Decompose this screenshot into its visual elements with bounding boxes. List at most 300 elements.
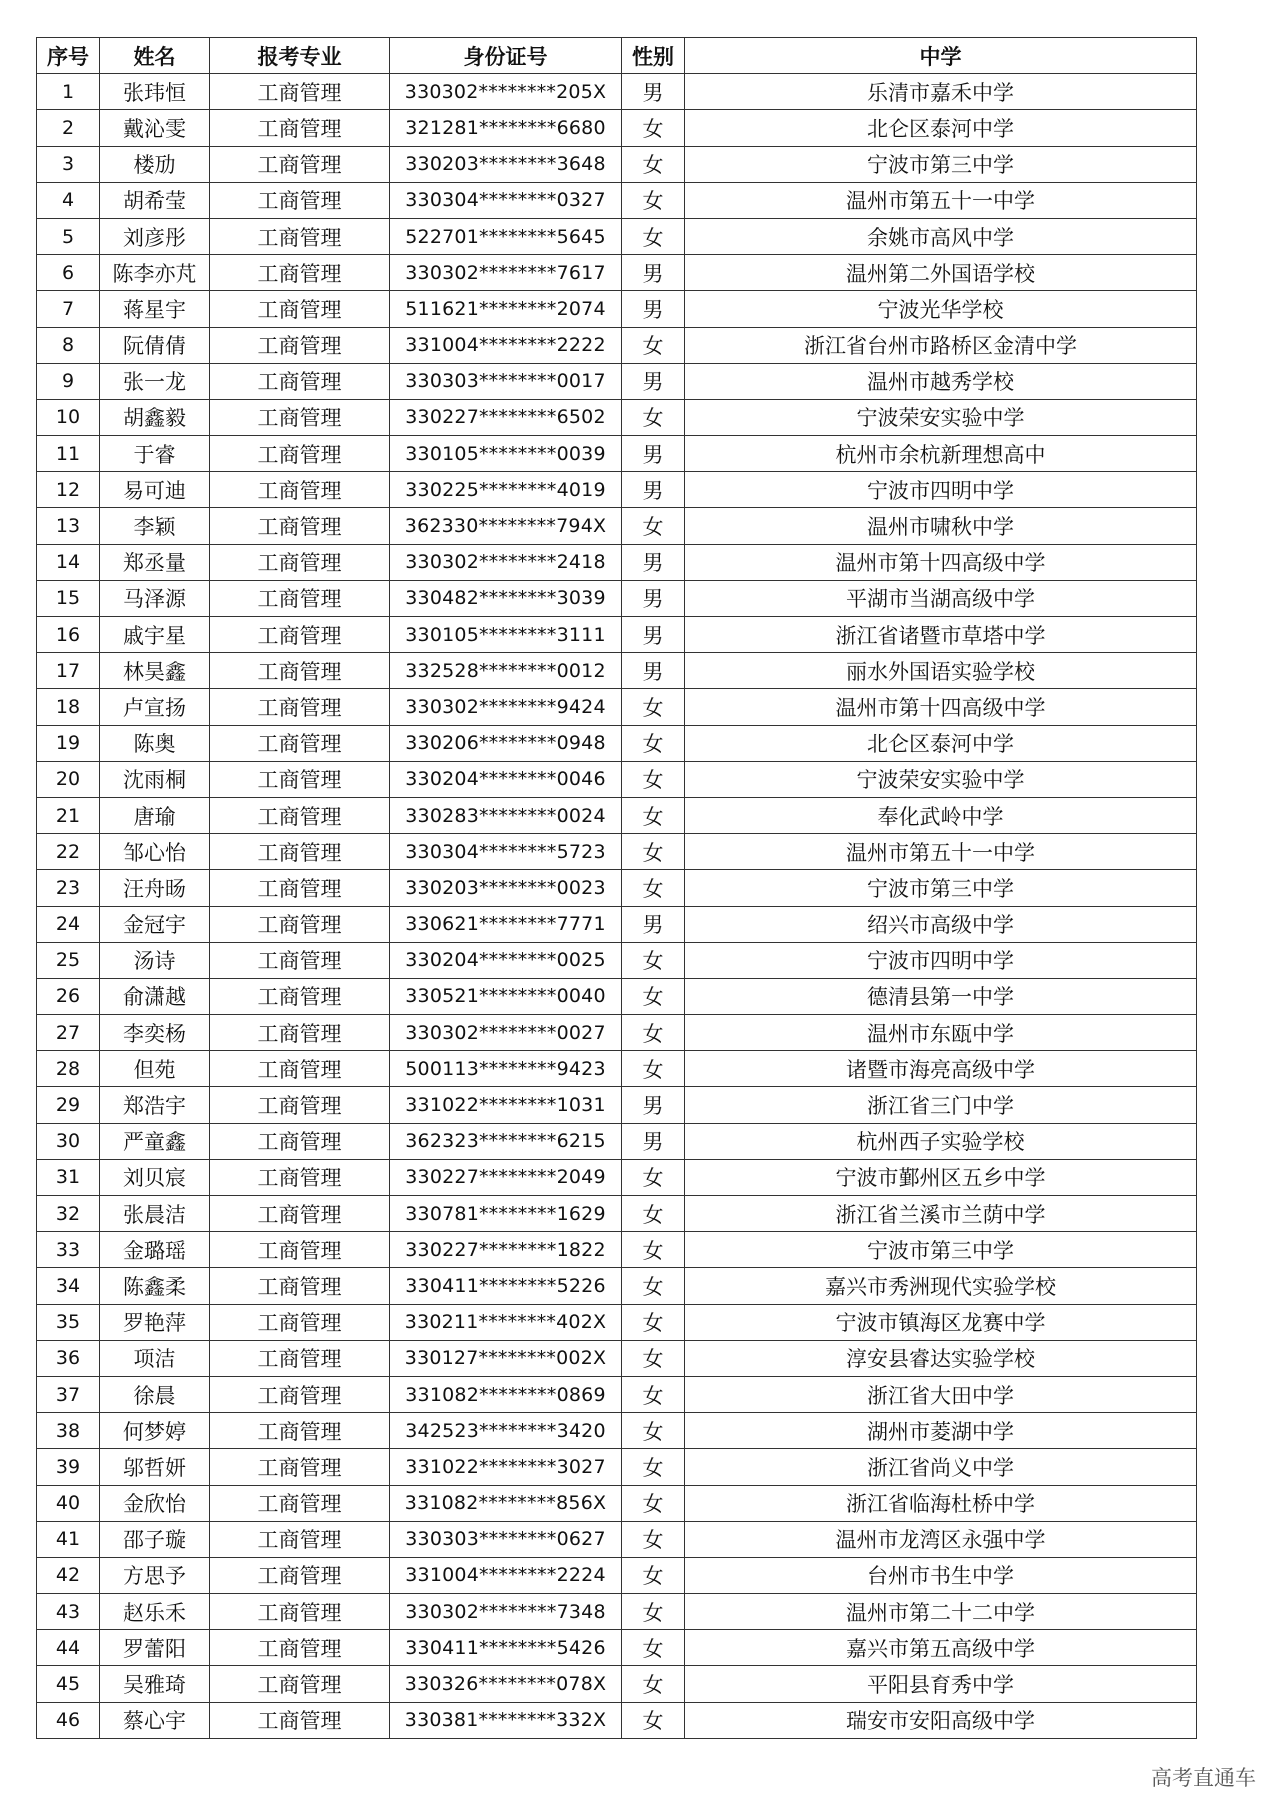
table-row bbox=[37, 1557, 1197, 1593]
cell-name: 徐晨 bbox=[100, 1376, 210, 1412]
cell-school: 温州市第五十一中学 bbox=[685, 182, 1197, 218]
cell-school: 浙江省临海杜桥中学 bbox=[685, 1485, 1197, 1521]
cell-gender: 男 bbox=[622, 363, 685, 399]
table-row bbox=[37, 436, 1197, 472]
cell-name: 吴雅琦 bbox=[100, 1666, 210, 1702]
cell-id-number: 330304********0327 bbox=[390, 182, 622, 218]
cell-school: 嘉兴市第五高级中学 bbox=[685, 1630, 1197, 1666]
cell-major: 工商管理 bbox=[210, 1015, 390, 1051]
cell-index: 32 bbox=[37, 1196, 100, 1232]
cell-gender: 女 bbox=[622, 182, 685, 218]
table-row bbox=[37, 1051, 1197, 1087]
cell-index: 4 bbox=[37, 182, 100, 218]
cell-major: 工商管理 bbox=[210, 1051, 390, 1087]
cell-index: 34 bbox=[37, 1268, 100, 1304]
cell-id-number: 330203********0023 bbox=[390, 870, 622, 906]
cell-name: 戚宇星 bbox=[100, 617, 210, 653]
cell-name: 楼劢 bbox=[100, 146, 210, 182]
cell-school: 宁波市第三中学 bbox=[685, 146, 1197, 182]
cell-name: 阮倩倩 bbox=[100, 327, 210, 363]
cell-major: 工商管理 bbox=[210, 1159, 390, 1195]
cell-index: 16 bbox=[37, 617, 100, 653]
cell-gender: 女 bbox=[622, 399, 685, 435]
cell-id-number: 330411********5426 bbox=[390, 1630, 622, 1666]
cell-school: 宁波荣安实验中学 bbox=[685, 399, 1197, 435]
cell-major: 工商管理 bbox=[210, 399, 390, 435]
cell-name: 何梦婷 bbox=[100, 1413, 210, 1449]
cell-school: 杭州西子实验学校 bbox=[685, 1123, 1197, 1159]
cell-major: 工商管理 bbox=[210, 761, 390, 797]
cell-index: 22 bbox=[37, 834, 100, 870]
cell-index: 39 bbox=[37, 1449, 100, 1485]
cell-id-number: 330303********0017 bbox=[390, 363, 622, 399]
table-row bbox=[37, 942, 1197, 978]
table-row bbox=[37, 617, 1197, 653]
cell-school: 德清县第一中学 bbox=[685, 978, 1197, 1014]
table-row bbox=[37, 1340, 1197, 1376]
table-row bbox=[37, 472, 1197, 508]
cell-gender: 男 bbox=[622, 255, 685, 291]
cell-major: 工商管理 bbox=[210, 1304, 390, 1340]
student-table bbox=[36, 37, 1197, 1739]
cell-id-number: 330302********2418 bbox=[390, 544, 622, 580]
table-row bbox=[37, 363, 1197, 399]
cell-index: 24 bbox=[37, 906, 100, 942]
cell-name: 罗蕾阳 bbox=[100, 1630, 210, 1666]
student-list-sheet bbox=[36, 37, 1197, 1739]
cell-gender: 女 bbox=[622, 1449, 685, 1485]
cell-id-number: 522701********5645 bbox=[390, 218, 622, 254]
cell-gender: 女 bbox=[622, 1015, 685, 1051]
cell-school: 平湖市当湖高级中学 bbox=[685, 580, 1197, 616]
cell-index: 43 bbox=[37, 1594, 100, 1630]
cell-major: 工商管理 bbox=[210, 218, 390, 254]
cell-index: 35 bbox=[37, 1304, 100, 1340]
cell-name: 易可迪 bbox=[100, 472, 210, 508]
table-row bbox=[37, 508, 1197, 544]
cell-index: 23 bbox=[37, 870, 100, 906]
cell-gender: 女 bbox=[622, 978, 685, 1014]
cell-school: 宁波市四明中学 bbox=[685, 472, 1197, 508]
cell-name: 卢宣扬 bbox=[100, 689, 210, 725]
cell-id-number: 330521********0040 bbox=[390, 978, 622, 1014]
cell-major: 工商管理 bbox=[210, 834, 390, 870]
cell-name: 金璐瑶 bbox=[100, 1232, 210, 1268]
cell-id-number: 330302********0027 bbox=[390, 1015, 622, 1051]
table-row bbox=[37, 1630, 1197, 1666]
cell-gender: 女 bbox=[622, 870, 685, 906]
cell-school: 北仑区泰河中学 bbox=[685, 110, 1197, 146]
cell-id-number: 330326********078X bbox=[390, 1666, 622, 1702]
watermark-text: 高考直通车 bbox=[1151, 1766, 1256, 1790]
cell-name: 赵乐禾 bbox=[100, 1594, 210, 1630]
cell-gender: 男 bbox=[622, 436, 685, 472]
table-row bbox=[37, 1232, 1197, 1268]
cell-school: 绍兴市高级中学 bbox=[685, 906, 1197, 942]
cell-id-number: 330203********3648 bbox=[390, 146, 622, 182]
cell-major: 工商管理 bbox=[210, 1557, 390, 1593]
table-body bbox=[37, 74, 1197, 1739]
table-row bbox=[37, 1485, 1197, 1521]
cell-index: 2 bbox=[37, 110, 100, 146]
cell-index: 1 bbox=[37, 74, 100, 110]
table-row bbox=[37, 146, 1197, 182]
cell-id-number: 511621********2074 bbox=[390, 291, 622, 327]
cell-school: 淳安县睿达实验学校 bbox=[685, 1340, 1197, 1376]
cell-major: 工商管理 bbox=[210, 1521, 390, 1557]
cell-major: 工商管理 bbox=[210, 327, 390, 363]
cell-school: 浙江省大田中学 bbox=[685, 1376, 1197, 1412]
cell-gender: 女 bbox=[622, 1051, 685, 1087]
cell-school: 宁波光华学校 bbox=[685, 291, 1197, 327]
cell-name: 唐瑜 bbox=[100, 797, 210, 833]
cell-index: 17 bbox=[37, 653, 100, 689]
cell-id-number: 330304********5723 bbox=[390, 834, 622, 870]
cell-major: 工商管理 bbox=[210, 110, 390, 146]
cell-school: 宁波市四明中学 bbox=[685, 942, 1197, 978]
cell-index: 14 bbox=[37, 544, 100, 580]
cell-name: 郑浩宇 bbox=[100, 1087, 210, 1123]
cell-gender: 女 bbox=[622, 1159, 685, 1195]
table-row bbox=[37, 74, 1197, 110]
cell-gender: 女 bbox=[622, 1521, 685, 1557]
cell-id-number: 330204********0025 bbox=[390, 942, 622, 978]
cell-gender: 女 bbox=[622, 146, 685, 182]
cell-major: 工商管理 bbox=[210, 436, 390, 472]
table-row bbox=[37, 906, 1197, 942]
cell-name: 金冠宇 bbox=[100, 906, 210, 942]
cell-index: 19 bbox=[37, 725, 100, 761]
table-row bbox=[37, 255, 1197, 291]
cell-gender: 男 bbox=[622, 617, 685, 653]
table-row bbox=[37, 1196, 1197, 1232]
cell-index: 27 bbox=[37, 1015, 100, 1051]
cell-school: 余姚市高风中学 bbox=[685, 218, 1197, 254]
cell-index: 40 bbox=[37, 1485, 100, 1521]
cell-school: 乐清市嘉禾中学 bbox=[685, 74, 1197, 110]
cell-gender: 男 bbox=[622, 1087, 685, 1123]
cell-school: 温州市啸秋中学 bbox=[685, 508, 1197, 544]
cell-major: 工商管理 bbox=[210, 1702, 390, 1738]
cell-gender: 女 bbox=[622, 1594, 685, 1630]
cell-index: 18 bbox=[37, 689, 100, 725]
table-header-row bbox=[37, 38, 1197, 74]
cell-name: 郑丞量 bbox=[100, 544, 210, 580]
cell-id-number: 330105********0039 bbox=[390, 436, 622, 472]
cell-major: 工商管理 bbox=[210, 942, 390, 978]
table-row bbox=[37, 218, 1197, 254]
cell-index: 20 bbox=[37, 761, 100, 797]
cell-id-number: 330381********332X bbox=[390, 1702, 622, 1738]
header-name: 姓名 bbox=[100, 38, 210, 74]
cell-name: 蒋星宇 bbox=[100, 291, 210, 327]
table-row bbox=[37, 399, 1197, 435]
cell-major: 工商管理 bbox=[210, 1449, 390, 1485]
table-row bbox=[37, 1702, 1197, 1738]
cell-id-number: 332528********0012 bbox=[390, 653, 622, 689]
cell-major: 工商管理 bbox=[210, 1485, 390, 1521]
table-row bbox=[37, 1666, 1197, 1702]
cell-name: 但苑 bbox=[100, 1051, 210, 1087]
table-row bbox=[37, 761, 1197, 797]
cell-gender: 男 bbox=[622, 544, 685, 580]
cell-school: 湖州市菱湖中学 bbox=[685, 1413, 1197, 1449]
table-row bbox=[37, 182, 1197, 218]
header-major: 报考专业 bbox=[210, 38, 390, 74]
cell-gender: 女 bbox=[622, 1196, 685, 1232]
cell-major: 工商管理 bbox=[210, 617, 390, 653]
cell-name: 俞潇越 bbox=[100, 978, 210, 1014]
cell-gender: 女 bbox=[622, 1340, 685, 1376]
cell-id-number: 330482********3039 bbox=[390, 580, 622, 616]
cell-name: 陈李亦芃 bbox=[100, 255, 210, 291]
cell-index: 26 bbox=[37, 978, 100, 1014]
cell-major: 工商管理 bbox=[210, 74, 390, 110]
cell-id-number: 330206********0948 bbox=[390, 725, 622, 761]
cell-index: 30 bbox=[37, 1123, 100, 1159]
cell-gender: 女 bbox=[622, 1268, 685, 1304]
cell-major: 工商管理 bbox=[210, 472, 390, 508]
cell-name: 戴沁雯 bbox=[100, 110, 210, 146]
cell-major: 工商管理 bbox=[210, 1268, 390, 1304]
header-id-number: 身份证号 bbox=[390, 38, 622, 74]
cell-school: 诸暨市海亮高级中学 bbox=[685, 1051, 1197, 1087]
cell-school: 浙江省台州市路桥区金清中学 bbox=[685, 327, 1197, 363]
cell-name: 邬哲妍 bbox=[100, 1449, 210, 1485]
cell-id-number: 331022********3027 bbox=[390, 1449, 622, 1485]
cell-school: 奉化武岭中学 bbox=[685, 797, 1197, 833]
table-row bbox=[37, 797, 1197, 833]
cell-id-number: 330211********402X bbox=[390, 1304, 622, 1340]
cell-name: 胡希莹 bbox=[100, 182, 210, 218]
cell-major: 工商管理 bbox=[210, 291, 390, 327]
cell-name: 张一龙 bbox=[100, 363, 210, 399]
cell-index: 41 bbox=[37, 1521, 100, 1557]
cell-index: 9 bbox=[37, 363, 100, 399]
table-row bbox=[37, 1015, 1197, 1051]
table-row bbox=[37, 653, 1197, 689]
cell-gender: 女 bbox=[622, 761, 685, 797]
cell-major: 工商管理 bbox=[210, 1413, 390, 1449]
table-row bbox=[37, 1413, 1197, 1449]
cell-index: 11 bbox=[37, 436, 100, 472]
cell-index: 44 bbox=[37, 1630, 100, 1666]
cell-major: 工商管理 bbox=[210, 363, 390, 399]
cell-gender: 女 bbox=[622, 1376, 685, 1412]
table-row bbox=[37, 1123, 1197, 1159]
cell-gender: 女 bbox=[622, 1630, 685, 1666]
cell-major: 工商管理 bbox=[210, 1232, 390, 1268]
cell-name: 邵子璇 bbox=[100, 1521, 210, 1557]
cell-id-number: 331022********1031 bbox=[390, 1087, 622, 1123]
cell-gender: 女 bbox=[622, 689, 685, 725]
cell-school: 宁波荣安实验中学 bbox=[685, 761, 1197, 797]
cell-school: 宁波市鄞州区五乡中学 bbox=[685, 1159, 1197, 1195]
cell-name: 沈雨桐 bbox=[100, 761, 210, 797]
cell-id-number: 330227********2049 bbox=[390, 1159, 622, 1195]
cell-major: 工商管理 bbox=[210, 1376, 390, 1412]
cell-school: 台州市书生中学 bbox=[685, 1557, 1197, 1593]
table-row bbox=[37, 1449, 1197, 1485]
cell-name: 项洁 bbox=[100, 1340, 210, 1376]
cell-school: 北仑区泰河中学 bbox=[685, 725, 1197, 761]
table-row bbox=[37, 1594, 1197, 1630]
cell-name: 马泽源 bbox=[100, 580, 210, 616]
cell-id-number: 330302********9424 bbox=[390, 689, 622, 725]
cell-name: 严童鑫 bbox=[100, 1123, 210, 1159]
cell-name: 方思予 bbox=[100, 1557, 210, 1593]
table-row bbox=[37, 978, 1197, 1014]
cell-name: 张晨洁 bbox=[100, 1196, 210, 1232]
cell-gender: 女 bbox=[622, 942, 685, 978]
cell-index: 45 bbox=[37, 1666, 100, 1702]
cell-id-number: 331082********0869 bbox=[390, 1376, 622, 1412]
table-row bbox=[37, 725, 1197, 761]
cell-major: 工商管理 bbox=[210, 508, 390, 544]
cell-school: 温州市东瓯中学 bbox=[685, 1015, 1197, 1051]
cell-gender: 女 bbox=[622, 1557, 685, 1593]
cell-id-number: 362323********6215 bbox=[390, 1123, 622, 1159]
cell-gender: 女 bbox=[622, 725, 685, 761]
cell-gender: 男 bbox=[622, 906, 685, 942]
cell-school: 杭州市余杭新理想高中 bbox=[685, 436, 1197, 472]
cell-id-number: 321281********6680 bbox=[390, 110, 622, 146]
cell-major: 工商管理 bbox=[210, 653, 390, 689]
cell-major: 工商管理 bbox=[210, 146, 390, 182]
cell-major: 工商管理 bbox=[210, 1594, 390, 1630]
cell-school: 浙江省尚义中学 bbox=[685, 1449, 1197, 1485]
cell-index: 29 bbox=[37, 1087, 100, 1123]
cell-name: 陈鑫柔 bbox=[100, 1268, 210, 1304]
cell-id-number: 331082********856X bbox=[390, 1485, 622, 1521]
table-row bbox=[37, 689, 1197, 725]
cell-major: 工商管理 bbox=[210, 1123, 390, 1159]
table-row bbox=[37, 580, 1197, 616]
cell-school: 宁波市第三中学 bbox=[685, 870, 1197, 906]
cell-gender: 男 bbox=[622, 472, 685, 508]
cell-name: 金欣怡 bbox=[100, 1485, 210, 1521]
cell-index: 38 bbox=[37, 1413, 100, 1449]
header-gender: 性别 bbox=[622, 38, 685, 74]
cell-school: 温州市越秀学校 bbox=[685, 363, 1197, 399]
table-row bbox=[37, 1087, 1197, 1123]
cell-school: 丽水外国语实验学校 bbox=[685, 653, 1197, 689]
cell-index: 7 bbox=[37, 291, 100, 327]
cell-id-number: 330621********7771 bbox=[390, 906, 622, 942]
cell-gender: 男 bbox=[622, 291, 685, 327]
cell-gender: 男 bbox=[622, 74, 685, 110]
cell-index: 25 bbox=[37, 942, 100, 978]
cell-gender: 男 bbox=[622, 1123, 685, 1159]
cell-gender: 男 bbox=[622, 653, 685, 689]
cell-id-number: 330302********7348 bbox=[390, 1594, 622, 1630]
cell-gender: 女 bbox=[622, 834, 685, 870]
cell-major: 工商管理 bbox=[210, 1666, 390, 1702]
cell-school: 温州市第五十一中学 bbox=[685, 834, 1197, 870]
cell-id-number: 331004********2222 bbox=[390, 327, 622, 363]
cell-id-number: 330225********4019 bbox=[390, 472, 622, 508]
cell-major: 工商管理 bbox=[210, 255, 390, 291]
table-row bbox=[37, 1304, 1197, 1340]
cell-id-number: 500113********9423 bbox=[390, 1051, 622, 1087]
cell-index: 10 bbox=[37, 399, 100, 435]
cell-school: 温州市第十四高级中学 bbox=[685, 689, 1197, 725]
cell-name: 汪舟旸 bbox=[100, 870, 210, 906]
cell-name: 李颖 bbox=[100, 508, 210, 544]
cell-id-number: 330127********002X bbox=[390, 1340, 622, 1376]
cell-school: 温州市第二十二中学 bbox=[685, 1594, 1197, 1630]
cell-index: 36 bbox=[37, 1340, 100, 1376]
table-row bbox=[37, 1376, 1197, 1412]
cell-school: 宁波市第三中学 bbox=[685, 1232, 1197, 1268]
cell-major: 工商管理 bbox=[210, 182, 390, 218]
cell-school: 温州市第十四高级中学 bbox=[685, 544, 1197, 580]
table-row bbox=[37, 1159, 1197, 1195]
cell-index: 28 bbox=[37, 1051, 100, 1087]
cell-school: 嘉兴市秀洲现代实验学校 bbox=[685, 1268, 1197, 1304]
cell-index: 33 bbox=[37, 1232, 100, 1268]
cell-name: 于睿 bbox=[100, 436, 210, 472]
cell-index: 21 bbox=[37, 797, 100, 833]
cell-school: 浙江省诸暨市草塔中学 bbox=[685, 617, 1197, 653]
cell-school: 温州市龙湾区永强中学 bbox=[685, 1521, 1197, 1557]
cell-id-number: 330781********1629 bbox=[390, 1196, 622, 1232]
cell-major: 工商管理 bbox=[210, 978, 390, 1014]
cell-major: 工商管理 bbox=[210, 1087, 390, 1123]
cell-index: 5 bbox=[37, 218, 100, 254]
cell-index: 12 bbox=[37, 472, 100, 508]
cell-name: 刘彦彤 bbox=[100, 218, 210, 254]
cell-school: 浙江省兰溪市兰荫中学 bbox=[685, 1196, 1197, 1232]
cell-id-number: 330303********0627 bbox=[390, 1521, 622, 1557]
cell-name: 林昊鑫 bbox=[100, 653, 210, 689]
cell-major: 工商管理 bbox=[210, 797, 390, 833]
cell-id-number: 330283********0024 bbox=[390, 797, 622, 833]
table-row bbox=[37, 110, 1197, 146]
cell-gender: 女 bbox=[622, 327, 685, 363]
cell-name: 刘贝宸 bbox=[100, 1159, 210, 1195]
cell-id-number: 330302********7617 bbox=[390, 255, 622, 291]
cell-gender: 女 bbox=[622, 1304, 685, 1340]
cell-name: 邹心怡 bbox=[100, 834, 210, 870]
cell-gender: 女 bbox=[622, 508, 685, 544]
cell-index: 42 bbox=[37, 1557, 100, 1593]
cell-major: 工商管理 bbox=[210, 1340, 390, 1376]
cell-name: 罗艳萍 bbox=[100, 1304, 210, 1340]
cell-id-number: 330302********205X bbox=[390, 74, 622, 110]
cell-gender: 女 bbox=[622, 218, 685, 254]
cell-major: 工商管理 bbox=[210, 906, 390, 942]
cell-name: 胡鑫毅 bbox=[100, 399, 210, 435]
cell-id-number: 330204********0046 bbox=[390, 761, 622, 797]
cell-id-number: 342523********3420 bbox=[390, 1413, 622, 1449]
cell-id-number: 330227********1822 bbox=[390, 1232, 622, 1268]
cell-index: 15 bbox=[37, 580, 100, 616]
cell-major: 工商管理 bbox=[210, 870, 390, 906]
cell-name: 张玮恒 bbox=[100, 74, 210, 110]
cell-index: 6 bbox=[37, 255, 100, 291]
header-index: 序号 bbox=[37, 38, 100, 74]
cell-major: 工商管理 bbox=[210, 689, 390, 725]
cell-gender: 女 bbox=[622, 110, 685, 146]
cell-index: 31 bbox=[37, 1159, 100, 1195]
cell-major: 工商管理 bbox=[210, 580, 390, 616]
header-school: 中学 bbox=[685, 38, 1197, 74]
table-row bbox=[37, 544, 1197, 580]
cell-gender: 女 bbox=[622, 1666, 685, 1702]
table-row bbox=[37, 834, 1197, 870]
cell-school: 温州第二外国语学校 bbox=[685, 255, 1197, 291]
